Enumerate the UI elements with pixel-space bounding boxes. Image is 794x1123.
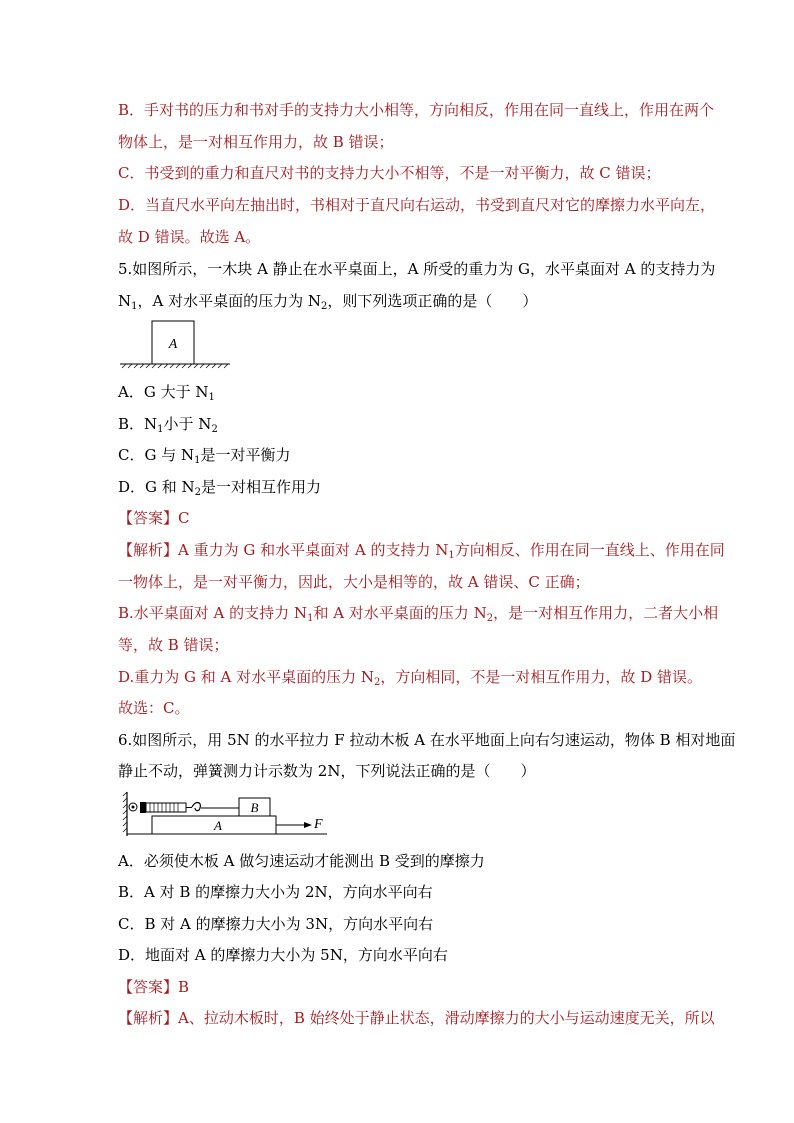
scale-end-cap — [140, 802, 146, 813]
analysis-line-b2: 物体上，是一对相互作用力，故 B 错误； — [118, 133, 394, 151]
analysis-line-b1: B．手对书的压力和书对手的支持力大小相等，方向相反，作用在同一直线上，作用在两个 — [118, 101, 715, 119]
q5-option-b: B．$N_1$小于 $N_2$ — [118, 415, 218, 435]
q6-stem-line1: 6.如图所示，用 5N 的水平拉力 F 拉动木板 A 在水平地面上向右匀速运动，物体 B 相对地面 — [118, 731, 736, 749]
arrow-right-icon — [304, 822, 312, 828]
q5-analysis-line1: 【解析】A 重力为 G 和水平桌面对 A 的支持力 $N_1$方向相反、作用在同一直线上、作用在同 — [118, 541, 725, 561]
q5-option-d: D．G 和 $N_2$是一对相互作用力 — [118, 478, 322, 498]
analysis-line-d2: 故 D 错误。故选 A。 — [118, 228, 261, 246]
q5-analysis-line3: B.水平桌面对 A 的支持力 $N_1$和 A 对水平桌面的压力 $N_2$，是一对相互作用力，二者大小相 — [118, 604, 719, 624]
q5-option-a: A．G 大于 $N_1$ — [118, 383, 215, 403]
q5-figure-block-on-table — [118, 318, 234, 372]
q5-analysis-line6: 故选：C。 — [118, 699, 190, 717]
q5-option-c: C．G 与 $N_1$是一对平衡力 — [118, 446, 291, 466]
force-label: F — [314, 817, 323, 832]
scale-hook-icon — [192, 803, 200, 811]
q6-analysis-line1: 【解析】A、拉动木板时，B 始终处于静止状态，滑动摩擦力的大小与运动速度无关，所以 — [118, 1009, 715, 1027]
block-b-label: B — [250, 800, 259, 815]
q5-answer: 【答案】C — [118, 509, 190, 527]
anchor-pin — [132, 806, 135, 809]
table-hatching — [122, 364, 228, 368]
q5-analysis-line5: D.重力为 G 和 A 对水平桌面的压力 $N_2$，方向相同，不是一对相互作用力，故 D 错误。 — [118, 668, 702, 688]
analysis-line-d1: D．当直尺水平向左抽出时，书相对于直尺向右运动，书受到直尺对它的摩擦力水平向左， — [118, 196, 716, 214]
q6-stem-line2: 静止不动，弹簧测力计示数为 2N，下列说法正确的是（ ） — [118, 762, 536, 780]
q6-figure-spring-scale-boards — [122, 788, 334, 840]
board-a-label: A — [214, 818, 222, 833]
q6-option-c: C．B 对 A 的摩擦力大小为 3N，方向水平向右 — [118, 915, 434, 933]
q6-option-b: B．A 对 B 的摩擦力大小为 2N，方向水平向右 — [118, 883, 433, 901]
q5-stem-line1: 5.如图所示，一木块 A 静止在水平桌面上，A 所受的重力为 G，水平桌面对 A 的支持力为 — [118, 260, 716, 278]
q6-answer: 【答案】B — [118, 978, 190, 996]
q6-option-d: D．地面对 A 的摩擦力大小为 5N，方向水平向右 — [118, 946, 448, 964]
analysis-line-c1: C．书受到的重力和直尺对书的支持力大小不相等，不是一对平衡力，故 C 错误； — [118, 164, 661, 182]
block-a-label: A — [168, 337, 178, 352]
q6-option-a: A．必须使木板 A 做匀速运动才能测出 B 受到的摩擦力 — [118, 852, 485, 870]
q5-stem-line2: $N_1$，A 对水平桌面的压力为 $N_2$，则下列选项正确的是（ ） — [118, 292, 538, 312]
q5-analysis-line4: 等，故 B 错误； — [118, 636, 229, 654]
q5-analysis-line2: 一物体上，是一对平衡力，因此，大小是相等的，故 A 错误、C 正确； — [118, 573, 590, 591]
